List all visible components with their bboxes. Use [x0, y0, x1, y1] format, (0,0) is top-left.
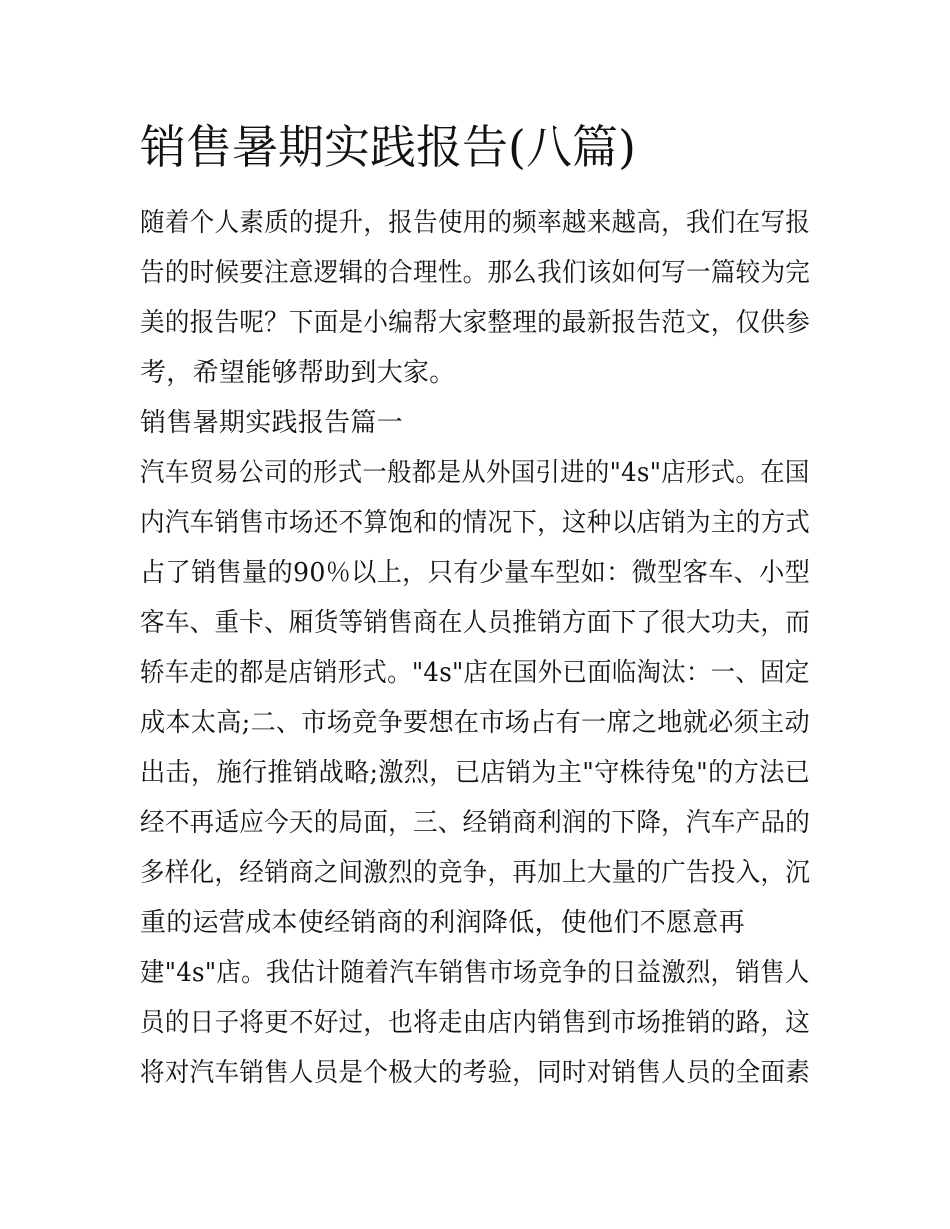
- text-line: 轿车走的都是店销形式。"4s"店在国外已面临淘汰：一、固定: [140, 658, 810, 688]
- text-line: 建"4s"店。我估计随着汽车销售市场竞争的日益激烈，销售人: [140, 958, 810, 988]
- text-line: 出击，施行推销战略;激烈，已店销为主"守株待兔"的方法已: [140, 758, 811, 788]
- text-line: 随着个人素质的提升，报告使用的频率越来越高，我们在写报: [140, 208, 811, 238]
- page-title: 销售暑期实践报告(八篇): [140, 120, 636, 174]
- text-line: 员的日子将更不好过，也将走由店内销售到市场推销的路，这: [140, 1008, 811, 1038]
- text-line: 占了销售量的90％以上，只有少量车型如：微型客车、小型: [140, 558, 811, 588]
- section-heading: 销售暑期实践报告篇一: [140, 408, 404, 438]
- text-line: 客车、重卡、厢货等销售商在人员推销方面下了很大功夫，而: [140, 608, 811, 638]
- text-line: 告的时候要注意逻辑的合理性。那么我们该如何写一篇较为完: [140, 258, 811, 288]
- text-line: 美的报告呢？下面是小编帮大家整理的最新报告范文，仅供参: [140, 308, 811, 338]
- text-line: 经不再适应今天的局面，三、经销商利润的下降，汽车产品的: [140, 808, 811, 838]
- text-line: 汽车贸易公司的形式一般都是从外国引进的"4s"店形式。在国: [140, 458, 810, 488]
- text-line: 将对汽车销售人员是个极大的考验，同时对销售人员的全面素: [140, 1058, 811, 1088]
- text-line: 多样化，经销商之间激烈的竞争，再加上大量的广告投入，沉: [140, 858, 811, 888]
- text-line: 重的运营成本使经销商的利润降低，使他们不愿意再: [140, 908, 745, 938]
- text-line: 考，希望能够帮助到大家。: [140, 358, 456, 388]
- text-line: 成本太高;二、市场竞争要想在市场占有一席之地就必须主动: [140, 708, 810, 738]
- text-line: 内汽车销售市场还不算饱和的情况下，这种以店销为主的方式: [140, 508, 811, 538]
